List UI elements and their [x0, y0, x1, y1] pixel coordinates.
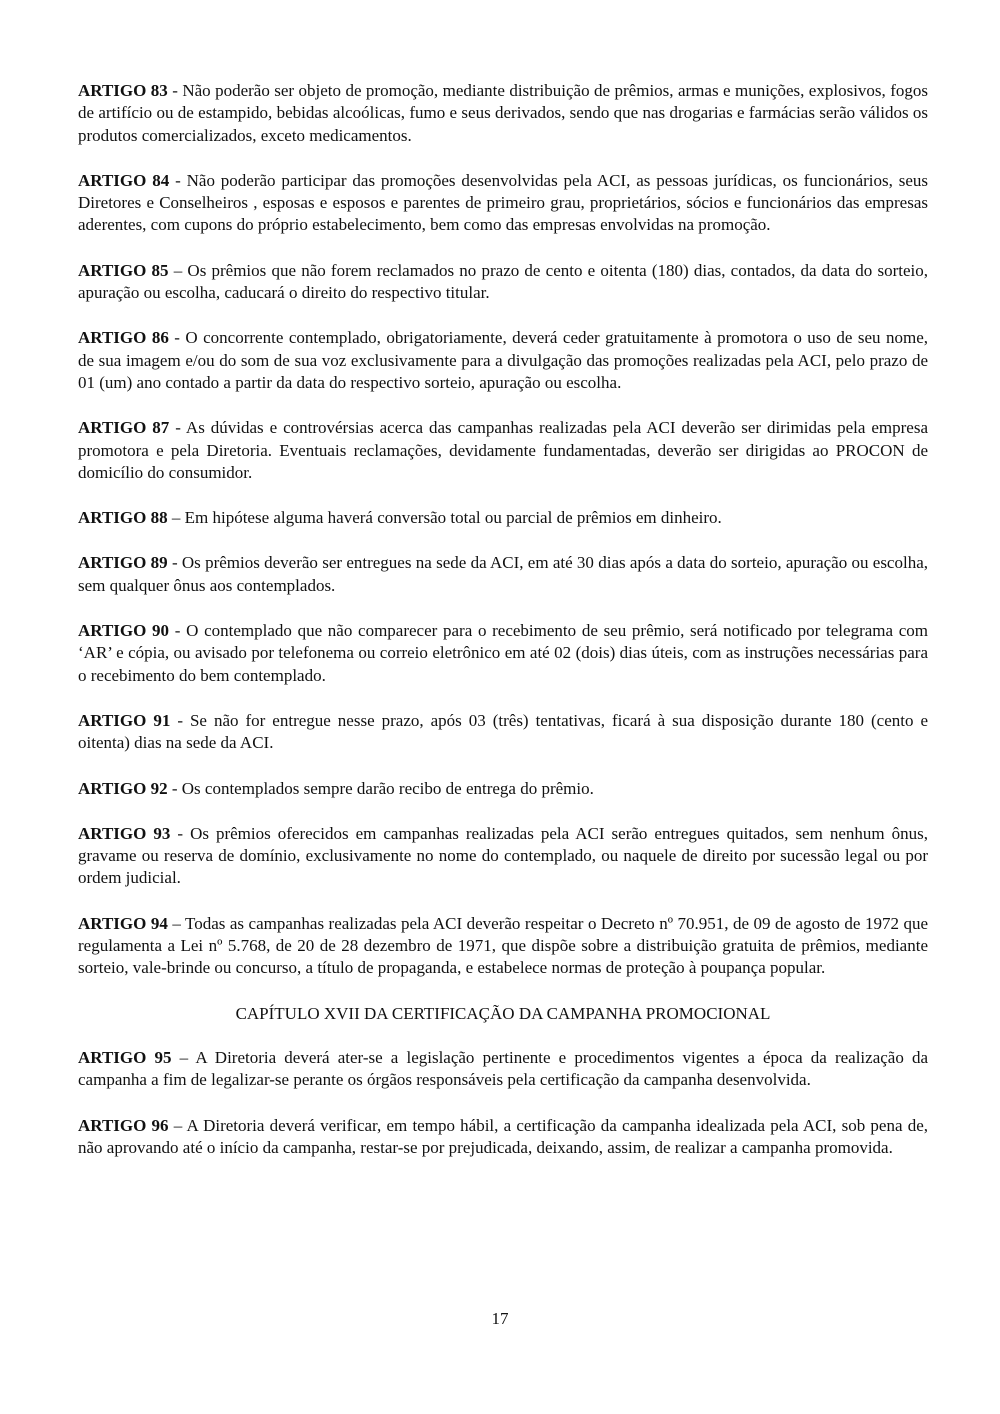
article-number: ARTIGO 83: [78, 81, 168, 100]
article-number: ARTIGO 87: [78, 418, 170, 438]
article-text: - As dúvidas e controvérsias acerca das campanhas realizadas pela ACI deverão ser dirimidas pela empresa promotora e pela Diretoria. Eventuais reclamações, devidamente fundamentadas, deverão ser dirigidas ao PROCON de domicílio do consumidor.: [78, 418, 929, 482]
article-number: ARTIGO 94: [78, 913, 168, 933]
document-page: [78, 80, 928, 1182]
article-number: ARTIGO 86: [78, 328, 169, 348]
article-number: ARTIGO 90: [78, 621, 170, 641]
article-86: [78, 327, 928, 394]
article-text: – A Diretoria deverá ater-se a legislação pertinente e procedimentos vigentes a época da realização da campanha a fim de legalizar-se perante os órgãos responsáveis pela certificação da campanha desenvolvida.: [78, 1047, 929, 1090]
article-number: ARTIGO 93: [78, 823, 171, 843]
article-text: - Não poderão ser objeto de promoção, mediante distribuição de prêmios, armas e munições, explosivos, fogos de artifício ou de estampido, bebidas alcoólicas, fumo e seus derivados, sendo que nas drogarias e farmácias serão válidos os produtos comercializados, exceto medicamentos.: [78, 81, 928, 145]
article-number: ARTIGO 85: [78, 260, 169, 280]
article-number: ARTIGO 91: [78, 710, 171, 730]
article-87: [78, 417, 928, 484]
article-text: - Os contemplados sempre darão recibo de entrega do prêmio.: [167, 778, 594, 798]
article-number: ARTIGO 95: [78, 1047, 172, 1067]
article-number: ARTIGO 96: [78, 1115, 169, 1135]
article-88: [78, 507, 928, 529]
article-94: [78, 913, 928, 980]
article-84: [78, 170, 928, 237]
article-90: [78, 620, 928, 687]
article-89: [78, 552, 928, 597]
article-text: - Os prêmios deverão ser entregues na sede da ACI, em até 30 dias após a data do sorteio, apuração ou escolha, sem qualquer ônus aos contemplados.: [78, 553, 929, 595]
article-text: - Não poderão participar das promoções desenvolvidas pela ACI, as pessoas jurídicas, os funcionários, seus Diretores e Conselheiros , esposas e esposos e parentes de primeiro grau, proprietários, sócios e funcionários das empresas aderentes, com cupons do próprio estabelecimento, bem como das empresas envolvidas na promoção.: [78, 170, 929, 235]
article-text: - O contemplado que não comparecer para o recebimento de seu prêmio, será notificado por telegrama com ‘AR’ e cópia, ou avisado por telefonema ou correio eletrônico em até 02 (dois) dias úteis, com as instruções necessárias para o recebimento do bem contemplado.: [78, 621, 929, 685]
article-text: – A Diretoria deverá verificar, em tempo hábil, a certificação da campanha idealizada pela ACI, sob pena de, não aprovando até o início da campanha, restar-se por prejudicada, deixando, assim, de realizar a campanha promovida.: [78, 1115, 928, 1157]
article-92: [78, 778, 928, 800]
page-number: 17: [491, 1309, 509, 1328]
article-text: – Os prêmios que não forem reclamados no prazo de cento e oitenta (180) dias, contados, da data do sorteio, apuração ou escolha, caducará o direito do respectivo titular.: [78, 260, 928, 303]
article-96: [78, 1115, 928, 1160]
chapter-heading: CAPÍTULO XVII DA CERTIFICAÇÃO DA CAMPANHA PROMOCIONAL: [235, 1003, 771, 1023]
article-number: ARTIGO 88: [78, 508, 168, 528]
article-text: – Todas as campanhas realizadas pela ACI deverão respeitar o Decreto nº 70.951, de 09 de agosto de 1972 que regulamenta a Lei nº 5.768, de 20 de 28 dezembro de 1971, que dispõe sobre a distribuição gratuita de prêmios, mediante sorteio, vale-brinde ou concurso, a título de propaganda, e estabelece normas de proteção à poupança popular.: [78, 913, 928, 978]
article-83: [78, 80, 928, 147]
article-text: – Em hipótese alguma haverá conversão total ou parcial de prêmios em dinheiro.: [167, 508, 722, 528]
article-number: ARTIGO 89: [78, 553, 168, 573]
article-95: [78, 1047, 928, 1092]
article-91: [78, 710, 928, 755]
article-93: [78, 823, 928, 890]
article-text: - O concorrente contemplado, obrigatoriamente, deverá ceder gratuitamente à promotora o uso de seu nome, de sua imagem e/ou do som de sua voz exclusivamente para a divulgação das promoções realizadas pela ACI, pelo prazo de 01 (um) ano contado a partir da data do respectivo sorteio, apuração ou escolha.: [78, 328, 929, 392]
article-number: ARTIGO 92: [78, 778, 168, 798]
article-text: - Os prêmios oferecidos em campanhas realizadas pela ACI serão entregues quitados, sem nenhum ônus, gravame ou reserva de domínio, exclusivamente no nome do contemplado, ou naquele de direito por sucessão legal ou por ordem judicial.: [78, 823, 928, 888]
article-number: ARTIGO 84: [78, 170, 170, 190]
article-85: [78, 260, 928, 305]
article-text: - Se não for entregue nesse prazo, após 03 (três) tentativas, ficará à sua disposição durante 180 (cento e oitenta) dias na sede da ACI.: [78, 710, 928, 753]
